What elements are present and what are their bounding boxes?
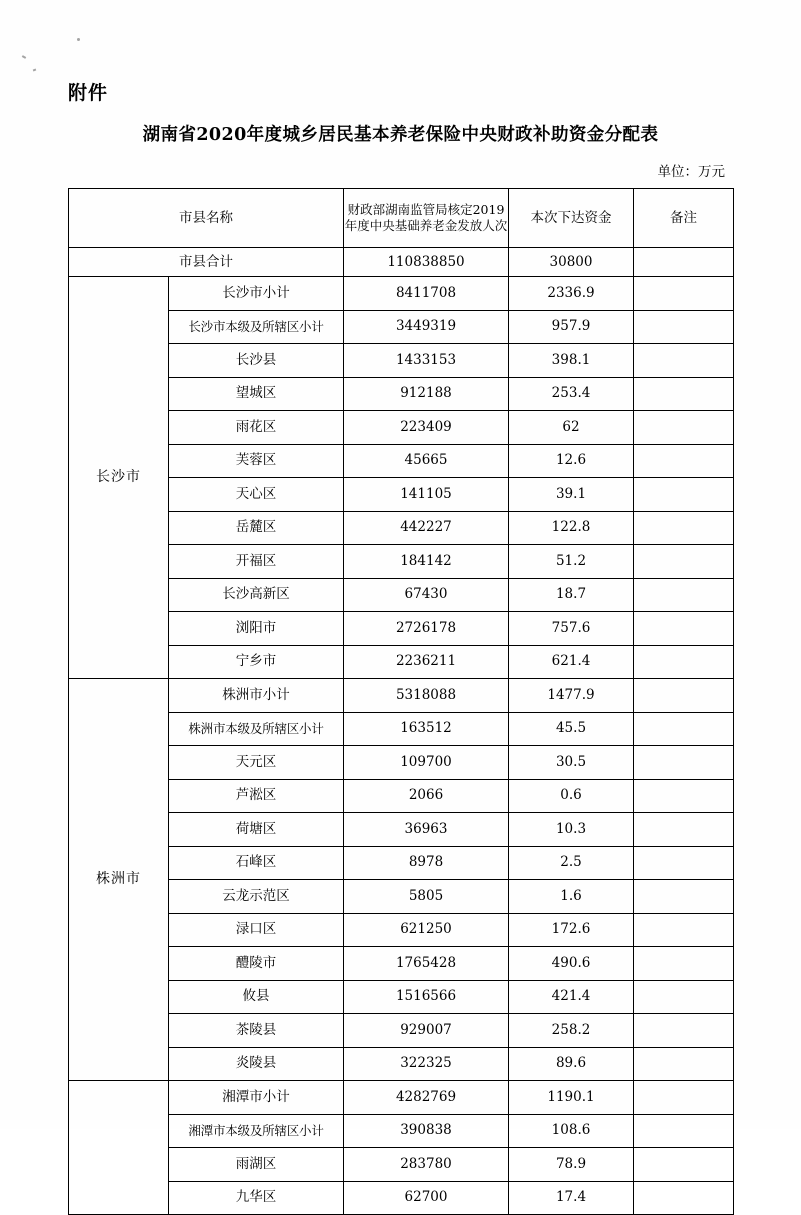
row-name: 九华区 xyxy=(169,1181,344,1215)
row-amount: 957.9 xyxy=(509,310,634,344)
row-amount: 51.2 xyxy=(509,545,634,579)
row-name: 长沙市本级及所辖区小计 xyxy=(169,310,344,344)
row-people: 283780 xyxy=(344,1148,509,1182)
row-people: 2066 xyxy=(344,779,509,813)
table-row xyxy=(69,344,734,378)
table-row xyxy=(69,612,734,646)
row-amount: 258.2 xyxy=(509,1014,634,1048)
row-people: 929007 xyxy=(344,1014,509,1048)
row-remark xyxy=(634,947,734,981)
table-row xyxy=(69,310,734,344)
city-group-cell xyxy=(69,1081,169,1215)
row-name: 长沙县 xyxy=(169,344,344,378)
row-remark xyxy=(634,277,734,311)
row-remark xyxy=(634,511,734,545)
table-row xyxy=(69,411,734,445)
table-row xyxy=(69,1181,734,1215)
table-row xyxy=(69,679,734,713)
row-amount: 108.6 xyxy=(509,1114,634,1148)
row-people: 1516566 xyxy=(344,980,509,1014)
table-row xyxy=(69,779,734,813)
row-people: 322325 xyxy=(344,1047,509,1081)
row-name: 湘潭市小计 xyxy=(169,1081,344,1115)
total-amount: 30800 xyxy=(509,248,634,277)
table-row xyxy=(69,880,734,914)
table-row xyxy=(69,712,734,746)
row-amount: 39.1 xyxy=(509,478,634,512)
row-name: 望城区 xyxy=(169,377,344,411)
row-people: 8411708 xyxy=(344,277,509,311)
row-people: 3449319 xyxy=(344,310,509,344)
row-amount: 30.5 xyxy=(509,746,634,780)
row-people: 45665 xyxy=(344,444,509,478)
row-amount: 0.6 xyxy=(509,779,634,813)
row-amount: 78.9 xyxy=(509,1148,634,1182)
attachment-label: 附件 xyxy=(68,82,109,104)
row-remark xyxy=(634,779,734,813)
row-name: 醴陵市 xyxy=(169,947,344,981)
table-row xyxy=(69,377,734,411)
row-name: 长沙市小计 xyxy=(169,277,344,311)
row-people: 36963 xyxy=(344,813,509,847)
row-remark xyxy=(634,880,734,914)
row-remark xyxy=(634,578,734,612)
row-people: 1433153 xyxy=(344,344,509,378)
row-name: 宁乡市 xyxy=(169,645,344,679)
row-amount: 1190.1 xyxy=(509,1081,634,1115)
row-name: 长沙高新区 xyxy=(169,578,344,612)
row-name: 雨湖区 xyxy=(169,1148,344,1182)
row-people: 912188 xyxy=(344,377,509,411)
table-row xyxy=(69,947,734,981)
row-people: 8978 xyxy=(344,846,509,880)
table-row xyxy=(69,444,734,478)
row-people: 390838 xyxy=(344,1114,509,1148)
row-amount: 17.4 xyxy=(509,1181,634,1215)
row-remark xyxy=(634,377,734,411)
table-row xyxy=(69,545,734,579)
row-amount: 12.6 xyxy=(509,444,634,478)
row-amount: 2.5 xyxy=(509,846,634,880)
table-row xyxy=(69,980,734,1014)
row-remark xyxy=(634,310,734,344)
row-name: 湘潭市本级及所辖区小计 xyxy=(169,1114,344,1148)
header-city-name: 市县名称 xyxy=(69,189,344,248)
table-row xyxy=(69,1014,734,1048)
row-name: 石峰区 xyxy=(169,846,344,880)
row-amount: 2336.9 xyxy=(509,277,634,311)
row-remark xyxy=(634,980,734,1014)
row-name: 天元区 xyxy=(169,746,344,780)
row-remark xyxy=(634,645,734,679)
table-row xyxy=(69,813,734,847)
row-remark xyxy=(634,813,734,847)
row-people: 223409 xyxy=(344,411,509,445)
scan-speck xyxy=(77,38,80,41)
row-amount: 172.6 xyxy=(509,913,634,947)
row-name: 株洲市小计 xyxy=(169,679,344,713)
row-amount: 757.6 xyxy=(509,612,634,646)
row-amount: 1477.9 xyxy=(509,679,634,713)
row-people: 1765428 xyxy=(344,947,509,981)
row-name: 云龙示范区 xyxy=(169,880,344,914)
row-people: 442227 xyxy=(344,511,509,545)
city-group-cell: 长沙市 xyxy=(69,277,169,679)
total-label: 市县合计 xyxy=(69,248,344,277)
table-row xyxy=(69,478,734,512)
row-amount: 45.5 xyxy=(509,712,634,746)
row-name: 渌口区 xyxy=(169,913,344,947)
row-amount: 62 xyxy=(509,411,634,445)
row-people: 163512 xyxy=(344,712,509,746)
fund-allocation-table xyxy=(68,188,734,1215)
total-people: 110838850 xyxy=(344,248,509,277)
row-amount: 122.8 xyxy=(509,511,634,545)
row-remark xyxy=(634,444,734,478)
row-name: 开福区 xyxy=(169,545,344,579)
header-remark: 备注 xyxy=(634,189,734,248)
table-row xyxy=(69,277,734,311)
row-remark xyxy=(634,411,734,445)
table-row xyxy=(69,645,734,679)
row-name: 岳麓区 xyxy=(169,511,344,545)
row-amount: 398.1 xyxy=(509,344,634,378)
table-row xyxy=(69,1114,734,1148)
row-people: 184142 xyxy=(344,545,509,579)
row-amount: 18.7 xyxy=(509,578,634,612)
row-name: 芦淞区 xyxy=(169,779,344,813)
row-amount: 490.6 xyxy=(509,947,634,981)
row-remark xyxy=(634,1047,734,1081)
unit-note: 单位：万元 xyxy=(657,164,725,180)
row-remark xyxy=(634,679,734,713)
row-people: 2726178 xyxy=(344,612,509,646)
row-name: 天心区 xyxy=(169,478,344,512)
row-amount: 89.6 xyxy=(509,1047,634,1081)
row-remark xyxy=(634,913,734,947)
row-people: 5805 xyxy=(344,880,509,914)
row-people: 67430 xyxy=(344,578,509,612)
document-body xyxy=(68,78,733,1215)
table-header-row xyxy=(69,189,734,248)
row-remark xyxy=(634,344,734,378)
table-row xyxy=(69,913,734,947)
table-row xyxy=(69,846,734,880)
row-people: 62700 xyxy=(344,1181,509,1215)
row-name: 浏阳市 xyxy=(169,612,344,646)
row-people: 141105 xyxy=(344,478,509,512)
row-remark xyxy=(634,478,734,512)
row-people: 621250 xyxy=(344,913,509,947)
row-remark xyxy=(634,1014,734,1048)
row-amount: 253.4 xyxy=(509,377,634,411)
header-amount: 本次下达资金 xyxy=(509,189,634,248)
row-amount: 621.4 xyxy=(509,645,634,679)
row-name: 芙蓉区 xyxy=(169,444,344,478)
row-amount: 421.4 xyxy=(509,980,634,1014)
row-remark xyxy=(634,1148,734,1182)
scan-speck xyxy=(33,69,37,72)
row-remark xyxy=(634,746,734,780)
row-people: 109700 xyxy=(344,746,509,780)
row-remark xyxy=(634,846,734,880)
table-row xyxy=(69,1047,734,1081)
row-remark xyxy=(634,712,734,746)
scan-speck xyxy=(22,55,26,59)
table-row xyxy=(69,1148,734,1182)
table-row-total xyxy=(69,248,734,277)
row-name: 炎陵县 xyxy=(169,1047,344,1081)
page-title: 湖南省2020年度城乡居民基本养老保险中央财政补助资金分配表 xyxy=(142,125,659,145)
table-row xyxy=(69,1081,734,1115)
row-name: 雨花区 xyxy=(169,411,344,445)
row-people: 2236211 xyxy=(344,645,509,679)
table-row xyxy=(69,578,734,612)
row-remark xyxy=(634,1114,734,1148)
row-amount: 1.6 xyxy=(509,880,634,914)
row-remark xyxy=(634,545,734,579)
city-group-cell: 株洲市 xyxy=(69,679,169,1081)
table-row xyxy=(69,511,734,545)
total-remark xyxy=(634,248,734,277)
row-name: 株洲市本级及所辖区小计 xyxy=(169,712,344,746)
row-people: 5318088 xyxy=(344,679,509,713)
row-name: 攸县 xyxy=(169,980,344,1014)
row-amount: 10.3 xyxy=(509,813,634,847)
row-remark xyxy=(634,1181,734,1215)
row-remark xyxy=(634,1081,734,1115)
row-remark xyxy=(634,612,734,646)
row-people: 4282769 xyxy=(344,1081,509,1115)
row-name: 荷塘区 xyxy=(169,813,344,847)
row-name: 茶陵县 xyxy=(169,1014,344,1048)
header-people: 财政部湖南监管局核定2019年度中央基础养老金发放人次 xyxy=(344,189,509,248)
table-row xyxy=(69,746,734,780)
